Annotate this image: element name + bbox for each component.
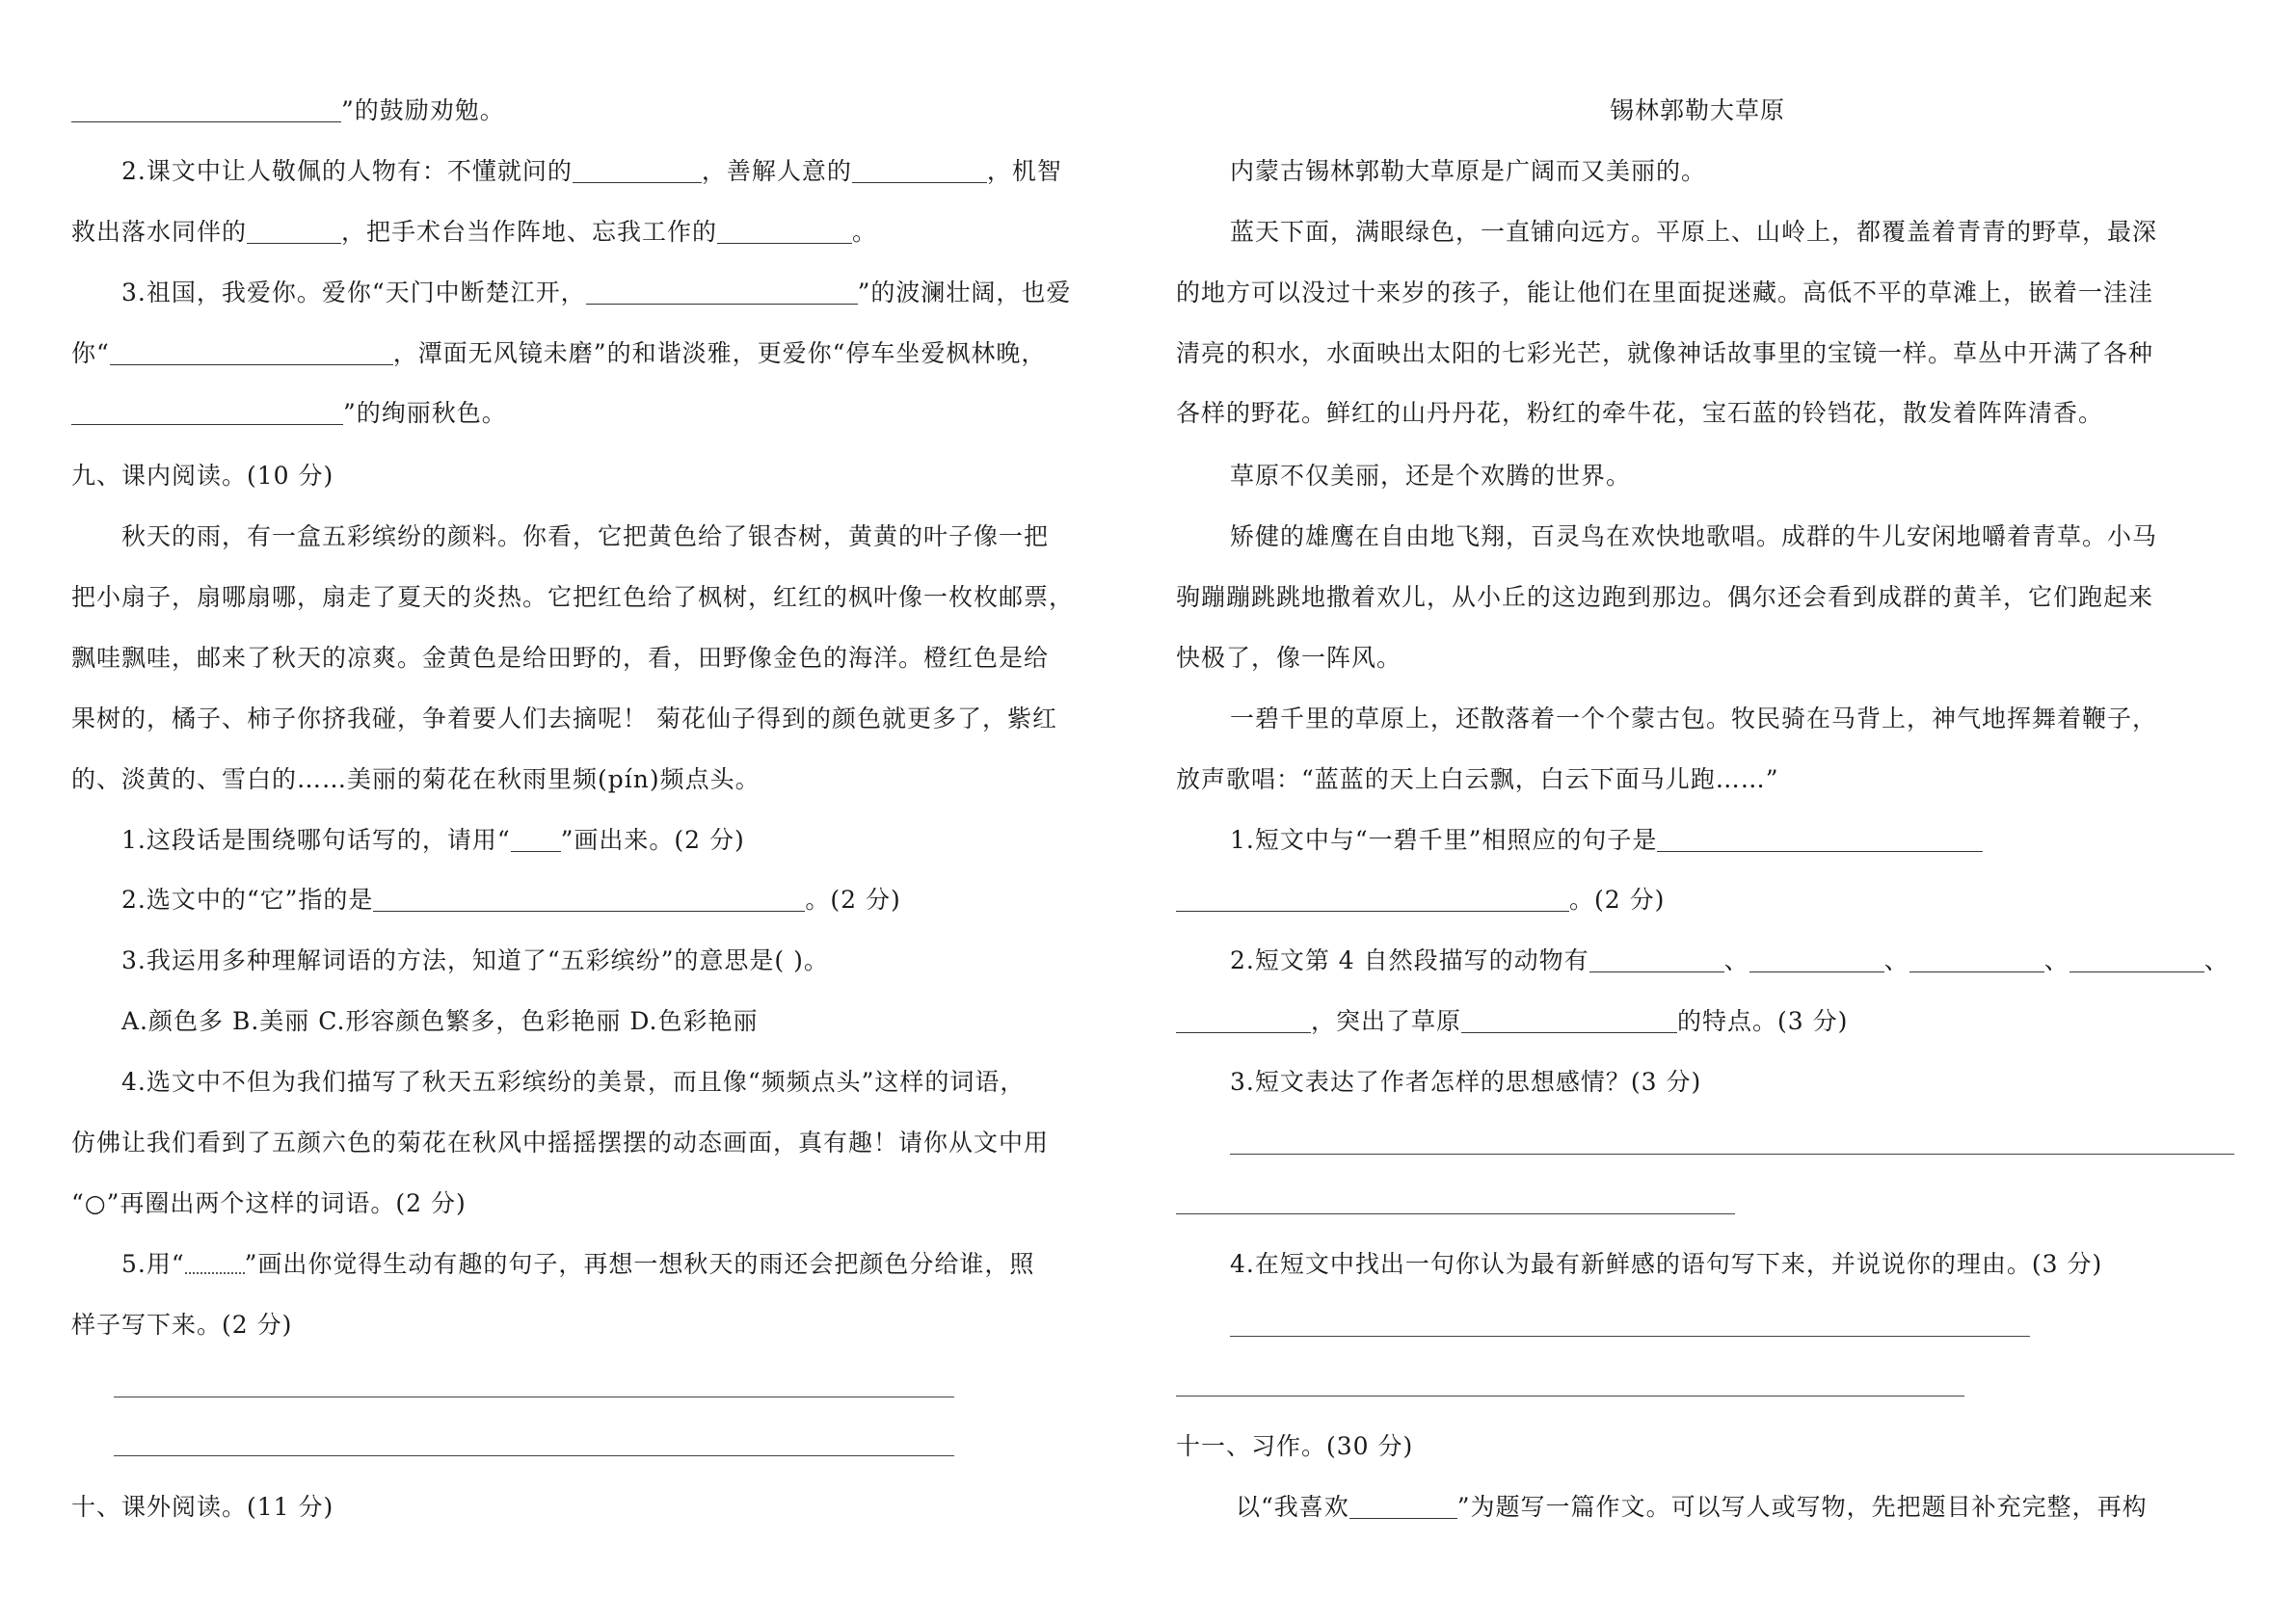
passage-line: 把小扇子，扇哪扇哪，扇走了夏天的炎热。它把红色给了枫树，红红的枫叶像一枚枚邮票， [71, 583, 1075, 611]
answer-blank[interactable] [2069, 946, 2204, 972]
passage-line: 驹蹦蹦跳跳地撒着欢儿，从小丘的这边跑到那边。偶尔还会看到成群的黄羊，它们跑起来 [1176, 583, 2154, 611]
answer-blank[interactable] [1909, 946, 2044, 972]
question-3-line1: 3.祖国，我爱你。爱你“天门中断楚江开， ”的波澜壮阔，也爱 [121, 279, 1072, 306]
passage-line: 清亮的积水，水面映出太阳的七彩光芒，就像神话故事里的宝镜一样。草丛中开满了各种 [1176, 339, 2154, 367]
section-9-heading: 九、课内阅读。(10 分) [71, 462, 334, 490]
answer-blank[interactable] [110, 339, 393, 365]
question-3-line2: 你“ ，潭面无风镜未磨”的和谐淡雅，更爱你“停车坐爱枫林晚， [71, 339, 1047, 367]
answer-blank[interactable] [1349, 1493, 1457, 1519]
answer-blank[interactable] [852, 157, 987, 183]
reading-question-2: 2.选文中的“它”指的是 。(2 分) [121, 886, 901, 914]
answer-line[interactable] [1176, 1213, 1735, 1214]
reading-question-4-line3: “○”再圈出两个这样的词语。(2 分) [71, 1189, 467, 1217]
answer-line[interactable] [1176, 1396, 1964, 1397]
passage-line: 放声歌唱：“蓝蓝的天上白云飘，白云下面马儿跑……” [1176, 765, 1779, 793]
wavy-underline-sample [185, 1249, 245, 1274]
outside-question-1-line1: 1.短文中与“一碧千里”相照应的句子是 [1230, 824, 1983, 857]
reading-question-4-line1: 4.选文中不但为我们描写了秋天五彩缤纷的美景，而且像“频频点头”这样的词语， [121, 1068, 1026, 1096]
answer-blank[interactable] [1657, 826, 1983, 852]
composition-prompt: 以“我喜欢 ”为题写一篇作文。可以写人或写物，先把题目补充完整，再构 [1236, 1493, 2148, 1521]
answer-line[interactable] [1230, 1154, 2234, 1155]
reading-question-5-line1: 5.用“ ”画出你觉得生动有趣的句子，再想一想秋天的雨还会把颜色分给谁，照 [121, 1250, 1035, 1278]
reading-question-3: 3.我运用多种理解词语的方法，知道了“五彩缤纷”的意思是( )。 [121, 946, 829, 974]
answer-blank[interactable] [71, 399, 343, 425]
outside-question-3: 3.短文表达了作者怎样的思想感情？(3 分) [1230, 1068, 1702, 1096]
answer-blank[interactable] [1749, 946, 1884, 972]
question-2-line2: 救出落水同伴的 ，把手术台当作阵地、忘我工作的 。 [71, 218, 878, 246]
outside-question-1-line2: 。(2 分) [1176, 884, 1665, 917]
answer-blank[interactable] [717, 218, 852, 244]
underline-sample [511, 826, 561, 852]
passage-line: 各样的野花。鲜红的山丹丹花，粉红的牵牛花，宝石蓝的铃铛花，散发着阵阵清香。 [1176, 399, 2104, 427]
section-10-heading: 十、课外阅读。(11 分) [71, 1493, 334, 1521]
reading-question-4-line2: 仿佛让我们看到了五颜六色的菊花在秋风中摇摇摆摆的动态画面，真有趣！请你从文中用 [71, 1129, 1050, 1157]
passage-line: 内蒙古锡林郭勒大草原是广阔而又美丽的。 [1230, 157, 1707, 185]
passage-line: 一碧千里的草原上，还散落着一个个蒙古包。牧民骑在马背上，神气地挥舞着鞭子， [1230, 705, 2158, 732]
answer-blank[interactable] [586, 279, 858, 305]
passage-line: 飘哇飘哇，邮来了秋天的凉爽。金黄色是给田野的，看，田野像金色的海洋。橙红色是给 [71, 644, 1050, 672]
outside-question-2-line1: 2.短文第 4 自然段描写的动物有 、 、 、 、 [1230, 946, 2229, 974]
passage-line: 的、淡黄的、雪白的……美丽的菊花在秋雨里频(pín)频点头。 [71, 765, 761, 793]
answer-blank[interactable] [1589, 946, 1724, 972]
passage-line: 蓝天下面，满眼绿色，一直铺向远方。平原上、山岭上，都覆盖着青青的野草，最深 [1230, 218, 2158, 246]
answer-blank[interactable] [573, 157, 702, 183]
passage-line: 秋天的雨，有一盒五彩缤纷的颜料。你看，它把黄色给了银杏树，黄黄的叶子像一把 [121, 522, 1050, 550]
reading-question-1: 1.这段话是围绕哪句话写的，请用“ ”画出来。(2 分) [121, 826, 745, 854]
passage-line: 草原不仅美丽，还是个欢腾的世界。 [1230, 462, 1632, 490]
answer-blank[interactable] [71, 96, 341, 122]
passage-line: 果树的，橘子、柿子你挤我碰，争着要人们去摘呢！ 菊花仙子得到的颜色就更多了，紫红 [71, 705, 1057, 732]
reading-question-5-line2: 样子写下来。(2 分) [71, 1311, 293, 1339]
question-3-line3: ”的绚丽秋色。 [71, 397, 507, 430]
answer-blank[interactable] [1461, 1007, 1677, 1033]
answer-line[interactable] [114, 1455, 954, 1456]
answer-blank[interactable] [1176, 886, 1569, 912]
outside-question-4: 4.在短文中找出一句你认为最有新鲜感的语句写下来，并说说你的理由。(3 分) [1230, 1250, 2103, 1278]
passage-line: 矫健的雄鹰在自由地飞翔，百灵鸟在欢快地歌唱。成群的牛儿安闲地嚼着青草。小马 [1230, 522, 2158, 550]
passage-title: 锡林郭勒大草原 [1610, 96, 1786, 124]
reading-question-3-options: A.颜色多 B.美丽 C.形容颜色繁多，色彩艳丽 D.色彩艳丽 [121, 1007, 759, 1035]
answer-blank[interactable] [373, 886, 805, 912]
passage-line: 快极了，像一阵风。 [1176, 644, 1402, 672]
question-2-line1: 2.课文中让人敬佩的人物有：不懂就问的 ，善解人意的 ，机智 [121, 157, 1062, 185]
answer-line[interactable] [1230, 1336, 2030, 1337]
outside-question-2-line2: ，突出了草原 的特点。(3 分) [1176, 1005, 1848, 1038]
passage-line: 的地方可以没过十来岁的孩子，能让他们在里面捉迷藏。高低不平的草滩上，嵌着一洼洼 [1176, 279, 2154, 306]
fill-in-line: ”的鼓励劝勉。 [71, 94, 505, 127]
section-11-heading: 十一、习作。(30 分) [1176, 1432, 1414, 1460]
answer-blank[interactable] [1176, 1007, 1311, 1033]
answer-blank[interactable] [247, 218, 341, 244]
